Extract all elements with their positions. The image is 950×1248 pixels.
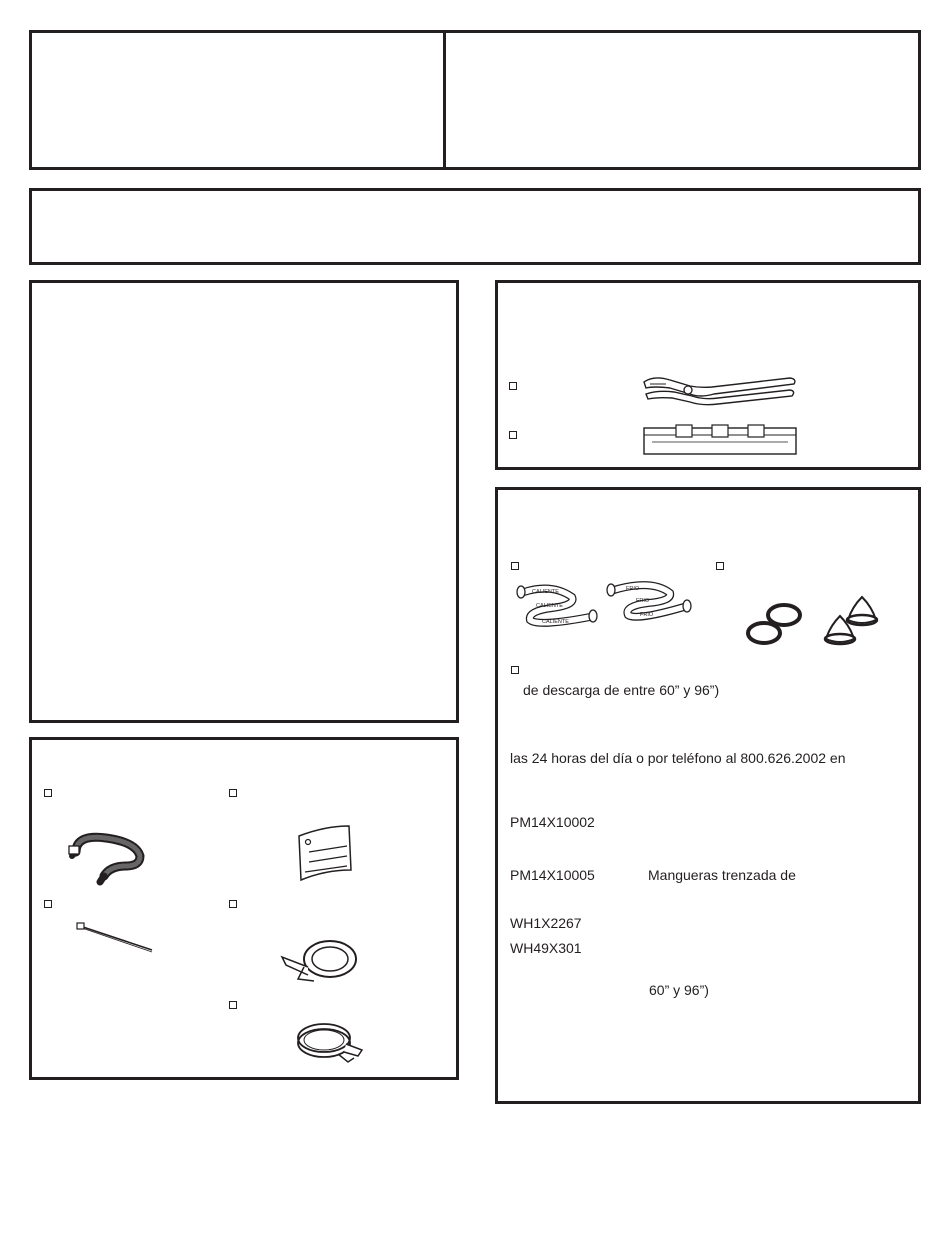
tool-checkbox[interactable] bbox=[509, 382, 517, 390]
part-checkbox[interactable] bbox=[229, 900, 237, 908]
inlet-hoses-checkbox[interactable] bbox=[511, 562, 519, 570]
instructions-box bbox=[29, 280, 459, 723]
washers-checkbox[interactable] bbox=[716, 562, 724, 570]
part-number: WH1X2267 bbox=[510, 915, 582, 931]
part-number: WH49X301 bbox=[510, 940, 582, 956]
cold-hose-label: FRIO bbox=[626, 586, 640, 592]
hose-clip-illustration bbox=[278, 937, 362, 985]
cold-hose-label: FRIO bbox=[640, 612, 654, 618]
pliers-illustration bbox=[640, 372, 798, 406]
part-description: Mangueras trenzada de bbox=[648, 867, 796, 883]
hot-hose-label: CALIENTE bbox=[532, 589, 559, 595]
inlet-hoses-illustration bbox=[512, 575, 697, 630]
part-number: PM14X10002 bbox=[510, 814, 595, 830]
part-checkbox[interactable] bbox=[44, 789, 52, 797]
cold-hose-label: FRIO bbox=[636, 598, 650, 604]
hose-clamp-illustration bbox=[294, 1018, 366, 1066]
part-number: PM14X10005 bbox=[510, 867, 595, 883]
drain-hose-illustration bbox=[66, 830, 150, 886]
header-divider bbox=[443, 30, 446, 170]
hot-hose-label: CALIENTE bbox=[536, 603, 563, 609]
literature-illustration bbox=[295, 822, 355, 882]
drain-hose-checkbox[interactable] bbox=[511, 666, 519, 674]
tool-checkbox[interactable] bbox=[509, 431, 517, 439]
hot-hose-label: CALIENTE bbox=[542, 619, 569, 625]
contact-line: las 24 horas del día o por teléfono al 800.626.2002 en bbox=[510, 750, 846, 766]
part-checkbox[interactable] bbox=[229, 1001, 237, 1009]
level-illustration bbox=[642, 422, 798, 456]
part-checkbox[interactable] bbox=[44, 900, 52, 908]
cable-tie-illustration bbox=[76, 920, 156, 954]
header-box bbox=[29, 30, 921, 170]
drain-hose-note: de descarga de entre 60” y 96”) bbox=[523, 682, 720, 698]
part-checkbox[interactable] bbox=[229, 789, 237, 797]
parts-supplied-box bbox=[29, 737, 459, 1080]
washers-illustration bbox=[744, 595, 884, 650]
extension-note: 60” y 96”) bbox=[649, 982, 709, 998]
warning-box bbox=[29, 188, 921, 265]
